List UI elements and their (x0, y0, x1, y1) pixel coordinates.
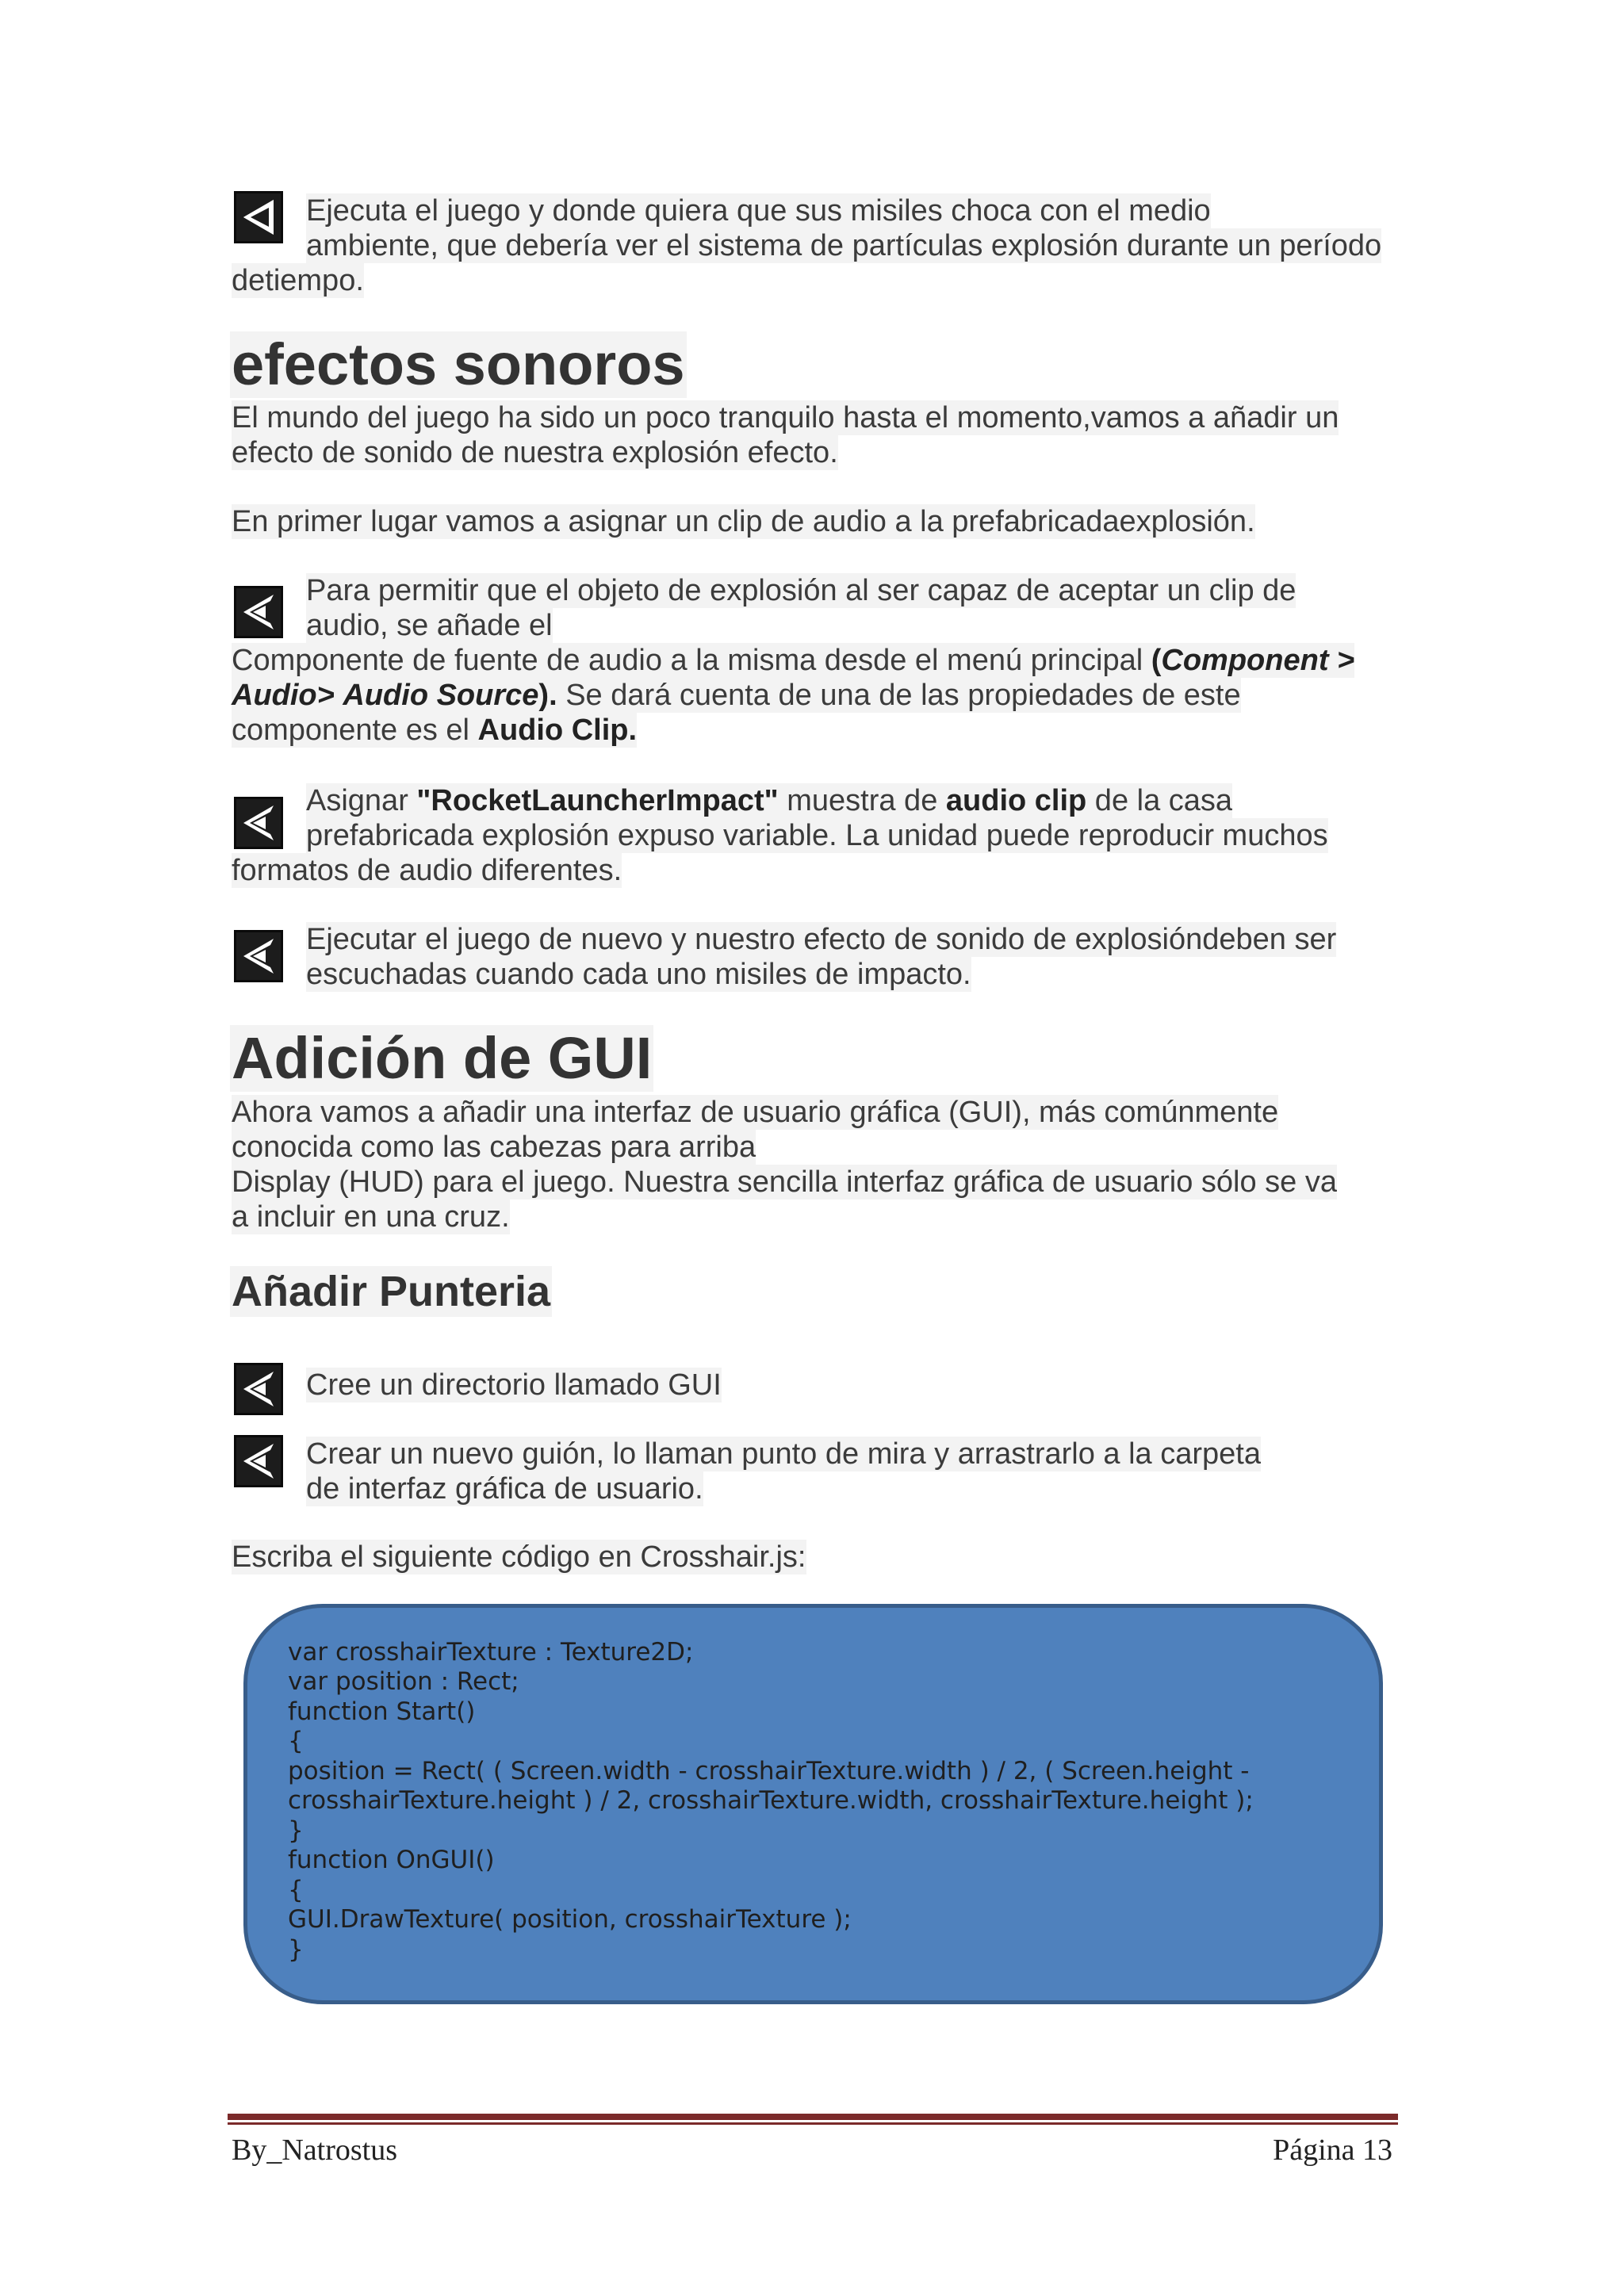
paragraph-line: Display (HUD) para el juego. Nuestra sencilla interfaz gráfica de usuario sólo se va (232, 1165, 1337, 1199)
paragraph-line: Escriba el siguiente código en Crosshair.js: (232, 1540, 806, 1574)
paragraph-line: Cree un directorio llamado GUI (306, 1368, 722, 1402)
paragraph-line: Ejecuta el juego y donde quiera que sus misiles choca con el medio (306, 194, 1211, 228)
paragraph-line (232, 678, 1241, 713)
footer-rule (228, 2122, 1398, 2125)
code-line: { (288, 1727, 304, 1755)
text-run-bold: ). (538, 679, 557, 712)
footer-rule (228, 2114, 1398, 2120)
code-line: } (288, 1816, 304, 1845)
text-run: componente es el (232, 714, 478, 747)
code-line: function Start() (288, 1697, 476, 1726)
section-heading-sound-effects: efectos sonoros (232, 331, 685, 397)
paragraph-line: Ahora vamos a añadir una interfaz de usuario gráfica (GUI), más comúnmente (232, 1096, 1279, 1129)
code-line: var position : Rect; (288, 1667, 519, 1696)
unity-logo-icon (234, 586, 283, 638)
paragraph-line: detiempo. (232, 264, 364, 297)
text-run: Se dará cuenta de una de las propiedades de este (557, 679, 1241, 712)
text-run: de la casa (1086, 784, 1233, 817)
paragraph-line: conocida como las cabezas para arriba (232, 1131, 756, 1164)
paragraph-line: de interfaz gráfica de usuario. (306, 1472, 703, 1506)
paragraph-line: efecto de sonido de nuestra explosión efecto. (232, 436, 838, 469)
text-run: Asignar (306, 784, 417, 817)
paragraph-line (232, 713, 637, 748)
paragraph-line: escuchadas cuando cada uno misiles de impacto. (306, 958, 971, 991)
code-line: { (288, 1876, 304, 1904)
unity-logo-icon (234, 930, 283, 982)
property-name: audio clip (945, 784, 1087, 817)
unity-logo-icon (234, 1363, 283, 1415)
asset-name: "RocketLauncherImpact" (416, 784, 779, 817)
menu-path-text: Component > (1161, 644, 1355, 677)
unity-logo-icon (234, 797, 283, 849)
text-run-bold: ( (1151, 644, 1162, 677)
code-line: crosshairTexture.height ) / 2, crosshairTexture.width, crosshairTexture.height ); (288, 1786, 1254, 1815)
subsection-heading-crosshair: Añadir Punteria (232, 1268, 551, 1315)
paragraph-line: Ejecutar el juego de nuevo y nuestro efecto de sonido de explosióndeben ser (306, 923, 1337, 956)
property-name: Audio Clip. (477, 714, 638, 747)
menu-path-text: Audio> (232, 679, 335, 712)
paragraph-line: En primer lugar vamos a asignar un clip de audio a la prefabricadaexplosión. (232, 505, 1255, 538)
footer-page-number: Página 13 (1273, 2133, 1392, 2167)
paragraph-line (232, 643, 1354, 678)
paragraph-line: a incluir en una cruz. (232, 1200, 510, 1234)
text-run: muestra de (778, 784, 946, 817)
code-line: position = Rect( ( Screen.width - crosshairTexture.width ) / 2, ( Screen.height - (288, 1757, 1250, 1785)
unity-logo-icon (234, 191, 283, 243)
paragraph-line: Crear un nuevo guión, lo llaman punto de mira y arrastrarlo a la carpeta (306, 1437, 1261, 1471)
unity-logo-icon (234, 1435, 283, 1487)
paragraph-line: El mundo del juego ha sido un poco tranquilo hasta el momento,vamos a añadir un (232, 401, 1339, 434)
paragraph-line: ambiente, que debería ver el sistema de partículas explosión durante un período (306, 229, 1382, 262)
code-line: GUI.DrawTexture( position, crosshairTexture ); (288, 1905, 852, 1934)
paragraph-line: formatos de audio diferentes. (232, 854, 622, 887)
section-heading-gui: Adición de GUI (232, 1025, 653, 1091)
code-line: var crosshairTexture : Texture2D; (288, 1638, 694, 1667)
paragraph-line: Para permitir que el objeto de explosión al ser capaz de aceptar un clip de (306, 574, 1297, 607)
paragraph-line: prefabricada explosión expuso variable. La unidad puede reproducir muchos (306, 819, 1328, 852)
code-line: } (288, 1935, 304, 1964)
menu-path-text: Audio Source (343, 679, 539, 712)
text-run: Componente de fuente de audio a la misma desde el menú principal (232, 644, 1151, 677)
paragraph-line (306, 783, 1232, 818)
code-line: function OnGUI() (288, 1846, 495, 1874)
paragraph-line: audio, se añade el (306, 609, 553, 642)
footer-author: By_Natrostus (232, 2133, 397, 2167)
